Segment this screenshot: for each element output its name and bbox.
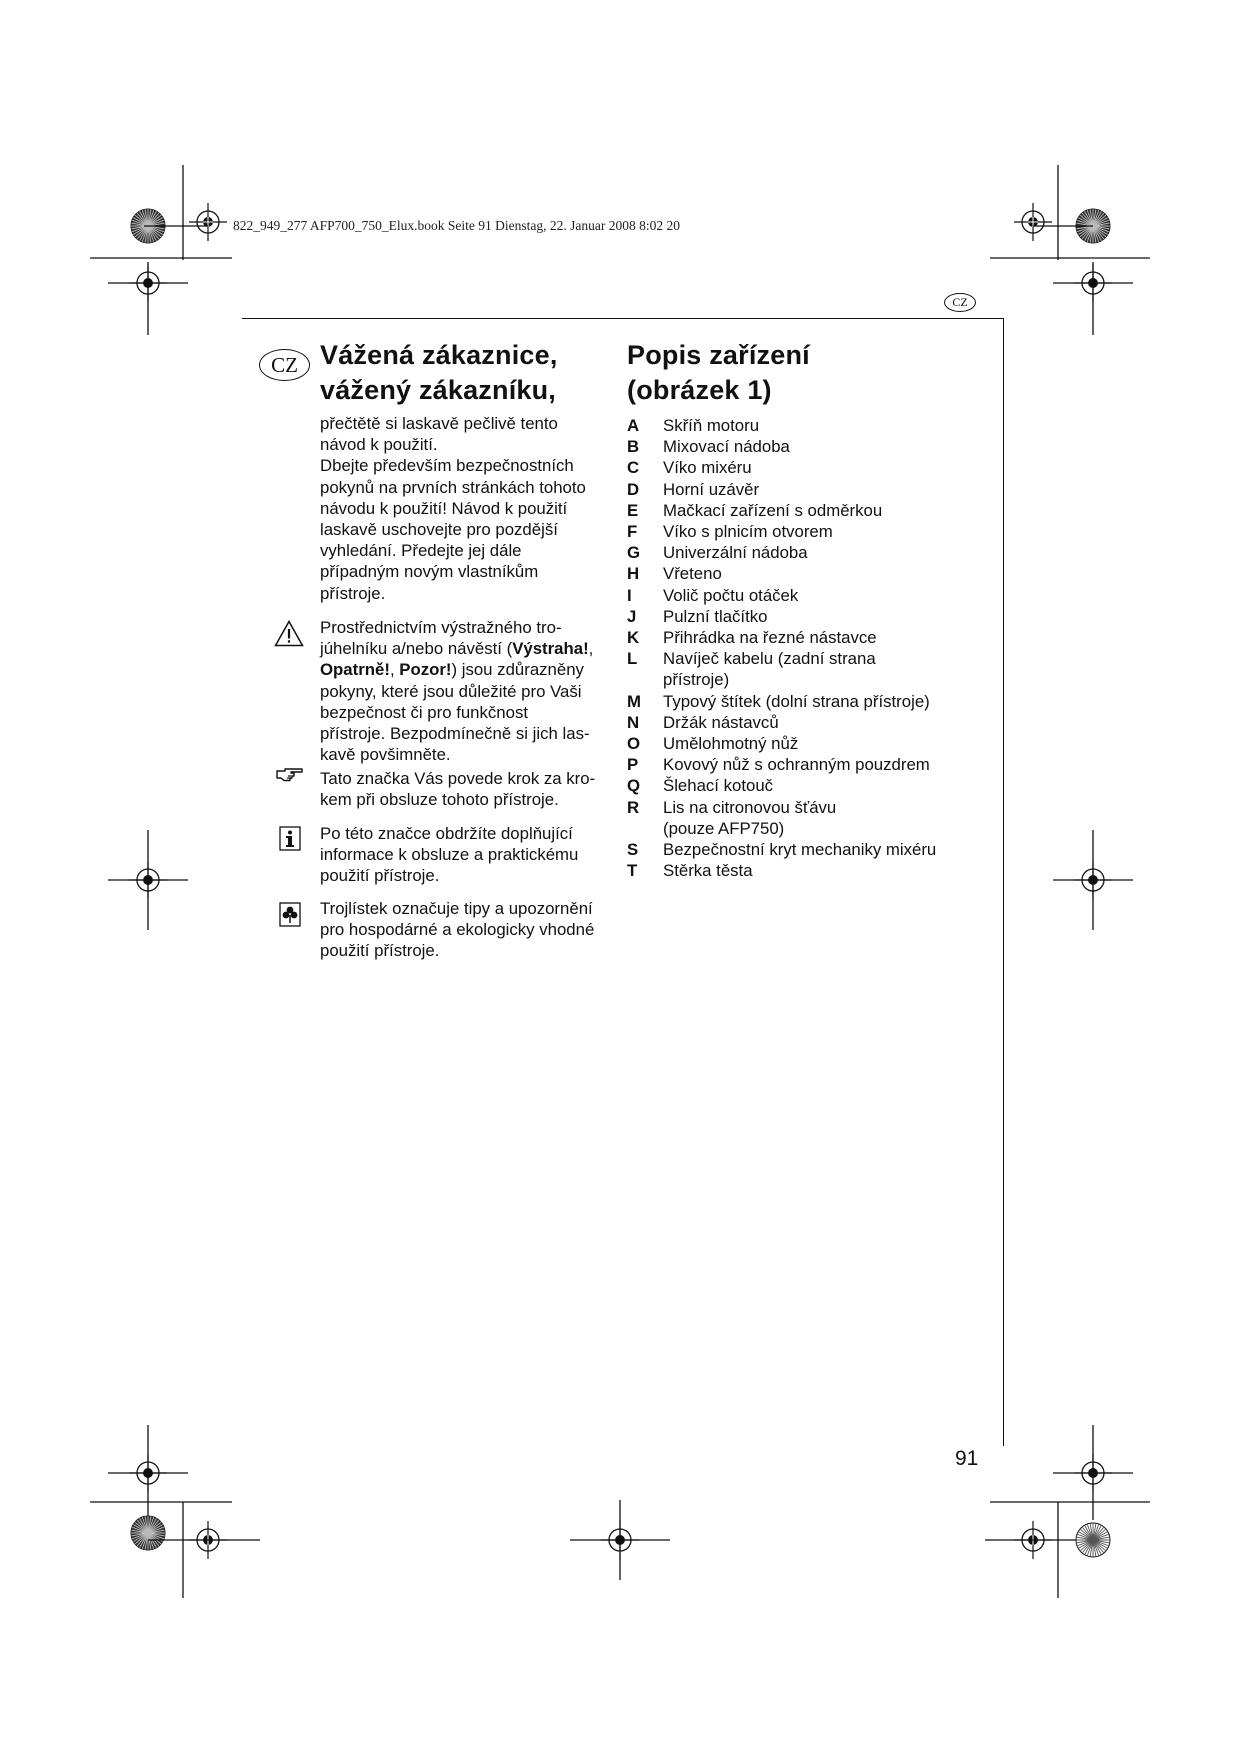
registration-mark-icon bbox=[189, 203, 227, 241]
parts-list-item bbox=[627, 860, 997, 881]
intro-line: návodu k použití! Návod k použití bbox=[320, 498, 568, 518]
parts-list-item bbox=[627, 754, 997, 775]
page-number: 91 bbox=[955, 1447, 979, 1470]
frame-top-rule bbox=[242, 318, 1004, 319]
greeting-title-line1: Vážená zákaznice, bbox=[320, 340, 558, 370]
part-label: Stěrka těsta bbox=[663, 861, 753, 881]
info-icon bbox=[279, 826, 301, 856]
warning-line bbox=[320, 659, 620, 680]
part-label: Kovový nůž s ochranným pouzdrem bbox=[663, 755, 930, 775]
part-label: Víko s plnicím otvorem bbox=[663, 522, 833, 542]
part-label: Horní uzávěr bbox=[663, 479, 760, 499]
warning-line bbox=[320, 638, 620, 659]
frame-right-rule bbox=[1003, 318, 1004, 1446]
part-letter: O bbox=[627, 734, 641, 754]
parts-list-item bbox=[627, 563, 997, 584]
intro-line: návod k použití. bbox=[320, 435, 438, 455]
parts-list-item bbox=[627, 627, 997, 648]
part-letter: M bbox=[627, 691, 641, 711]
part-label: Víko mixéru bbox=[663, 458, 752, 478]
part-letter: T bbox=[627, 861, 638, 881]
warning-text: , bbox=[389, 660, 400, 680]
greeting-title-line2: vážený zákazníku, bbox=[320, 375, 557, 405]
part-letter: C bbox=[627, 458, 640, 478]
parts-list-item bbox=[627, 606, 997, 627]
intro-line: pokynů na prvních stránkách tohoto bbox=[320, 477, 586, 497]
part-letter: J bbox=[627, 606, 637, 626]
intro-line: přečtětě si laskavě pečlivě tento bbox=[320, 414, 558, 433]
parts-list-item bbox=[627, 818, 997, 839]
parts-list-item bbox=[627, 691, 997, 712]
parts-list-item bbox=[627, 479, 997, 500]
parts-list-item bbox=[627, 733, 997, 754]
part-label: Univerzální nádoba bbox=[663, 543, 808, 563]
print-header: 822_949_277 AFP700_750_Elux.book Seite 91 Dienstag, 22. Januar 2008 8:02 20 bbox=[233, 218, 680, 233]
hand-pointer-icon bbox=[276, 766, 304, 789]
warning-triangle-icon bbox=[274, 620, 304, 652]
warning-line: Prostřednictvím výstražného tro- bbox=[320, 618, 562, 637]
warning-line: bezpečnost či pro funkčnost bbox=[320, 702, 529, 722]
parts-list-item bbox=[627, 436, 997, 457]
part-label: přístroje) bbox=[663, 670, 730, 690]
part-letter: L bbox=[627, 649, 638, 669]
part-letter bbox=[627, 818, 663, 839]
info-line: informace k obsluze a praktickému bbox=[320, 845, 579, 865]
clover-paragraph bbox=[320, 898, 620, 962]
parts-list-item bbox=[627, 712, 997, 733]
warning-text: ) jsou zdůrazněny bbox=[451, 660, 584, 680]
part-letter: G bbox=[627, 543, 641, 563]
clover-line: Trojlístek označuje tipy a upozornění bbox=[320, 899, 593, 918]
parts-list-item bbox=[627, 542, 997, 563]
part-letter: D bbox=[627, 479, 640, 499]
part-label: Držák nástavců bbox=[663, 712, 779, 732]
intro-line: laskavě uschovejte pro pozdější bbox=[320, 520, 558, 540]
star-target-icon bbox=[131, 1516, 165, 1550]
part-label: Pulzní tlačítko bbox=[663, 606, 768, 626]
intro-line: Dbejte především bezpečnostních bbox=[320, 456, 574, 476]
intro-line: vyhledání. Předejte jej dále bbox=[320, 541, 522, 561]
warning-text: júhelníku a/nebo návěstí ( bbox=[320, 639, 513, 659]
part-label: Volič počtu otáček bbox=[663, 585, 799, 605]
parts-list-item bbox=[627, 457, 997, 478]
info-line: Po této značce obdržíte doplňující bbox=[320, 824, 573, 843]
info-line: použití přístroje. bbox=[320, 866, 440, 886]
star-target-icon bbox=[1076, 1523, 1110, 1557]
description-title-line1: Popis zařízení bbox=[627, 340, 810, 370]
part-letter: B bbox=[627, 437, 640, 457]
warning-keyword: Pozor! bbox=[399, 660, 452, 680]
part-label: Bezpečnostní kryt mechaniky mixéru bbox=[663, 840, 937, 860]
parts-list bbox=[627, 415, 997, 881]
warning-line: přístroje. Bezpodmínečně si jich las- bbox=[320, 724, 590, 744]
part-letter: S bbox=[627, 840, 639, 860]
parts-list-item bbox=[627, 648, 997, 669]
part-label: Vřeteno bbox=[663, 564, 722, 584]
parts-list-item bbox=[627, 669, 997, 690]
intro-line: přístroje. bbox=[320, 583, 386, 603]
hand-paragraph bbox=[320, 768, 620, 810]
clover-icon bbox=[279, 902, 301, 932]
warning-paragraph bbox=[320, 617, 620, 765]
part-label: Navíječ kabelu (zadní strana bbox=[663, 649, 876, 669]
warning-line: kavě povšimněte. bbox=[320, 745, 451, 765]
part-label: Šlehací kotouč bbox=[663, 776, 774, 796]
description-title bbox=[627, 338, 927, 408]
description-title-line2: (obrázek 1) bbox=[627, 375, 772, 405]
parts-list-item bbox=[627, 839, 997, 860]
part-letter: I bbox=[627, 585, 632, 605]
part-letter: N bbox=[627, 712, 640, 732]
warning-line: pokyny, které jsou důležité pro Vaši bbox=[320, 681, 582, 701]
parts-list-item bbox=[627, 585, 997, 606]
warning-keyword: Opatrně! bbox=[320, 660, 390, 680]
part-label: Mixovací nádoba bbox=[663, 437, 790, 457]
language-badge: CZ bbox=[259, 349, 310, 381]
part-label: Mačkací zařízení s odměrkou bbox=[663, 500, 883, 520]
parts-list-item bbox=[627, 415, 997, 436]
warning-text: , bbox=[588, 639, 594, 659]
warning-keyword: Výstraha! bbox=[512, 639, 589, 659]
part-label: (pouze AFP750) bbox=[663, 818, 785, 838]
intro-line: případným novým vlastníkům bbox=[320, 562, 539, 582]
part-letter: K bbox=[627, 628, 640, 648]
parts-list-item bbox=[627, 797, 997, 818]
part-letter: F bbox=[627, 522, 638, 542]
registration-mark-icon bbox=[1014, 203, 1052, 241]
hand-line: kem při obsluze tohoto přístroje. bbox=[320, 790, 559, 810]
part-label: Skříň motoru bbox=[663, 416, 760, 435]
language-badge-small: CZ bbox=[944, 293, 976, 312]
part-letter bbox=[627, 669, 663, 690]
parts-list-item bbox=[627, 521, 997, 542]
part-letter: R bbox=[627, 797, 640, 817]
part-label: Typový štítek (dolní strana přístroje) bbox=[663, 691, 930, 711]
parts-list-item bbox=[627, 775, 997, 796]
part-letter: P bbox=[627, 755, 639, 775]
greeting-title bbox=[320, 338, 620, 408]
part-label: Lis na citronovou šťávu bbox=[663, 797, 837, 817]
part-label: Přihrádka na řezné nástavce bbox=[663, 628, 877, 648]
part-letter: H bbox=[627, 564, 640, 584]
clover-line: použití přístroje. bbox=[320, 941, 440, 961]
part-label: Umělohmotný nůž bbox=[663, 734, 799, 754]
info-paragraph bbox=[320, 823, 620, 887]
clover-line: pro hospodárné a ekologicky vhodné bbox=[320, 920, 595, 940]
part-letter: A bbox=[627, 416, 640, 435]
hand-line: Tato značka Vás povede krok za kro- bbox=[320, 769, 596, 788]
parts-list-item bbox=[627, 500, 997, 521]
part-letter: E bbox=[627, 500, 639, 520]
intro-paragraph bbox=[320, 413, 620, 604]
part-letter: Q bbox=[627, 776, 641, 796]
